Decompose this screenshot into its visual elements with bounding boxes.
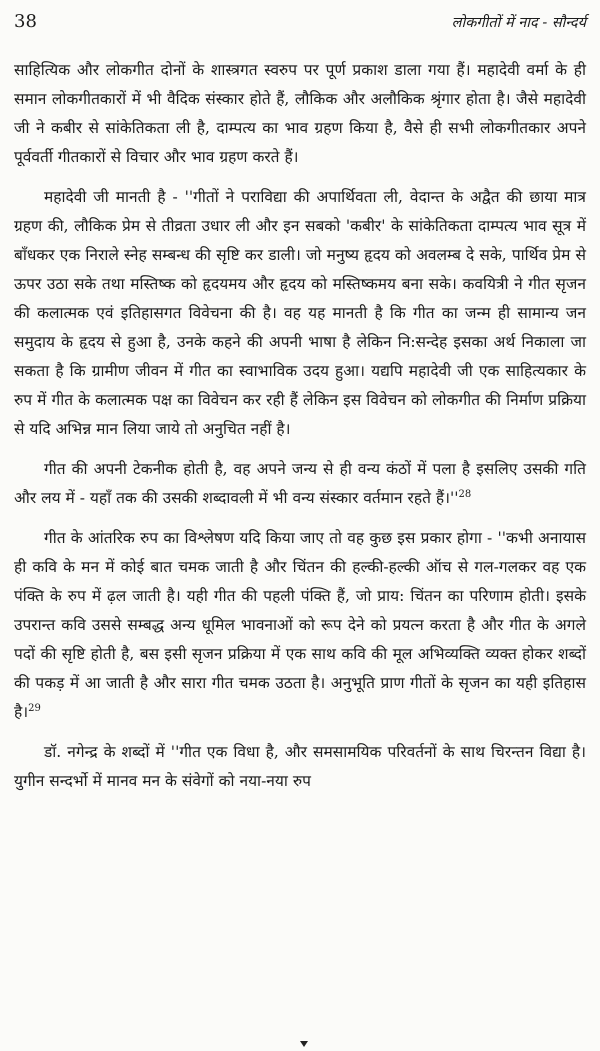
paragraph-2	[14, 183, 586, 444]
paragraph-5-text: डॉ. नगेन्द्र के शब्दों में ''गीत एक विधा है, और समसामयिक परिवर्तनों के साथ चिरन्तन विद्या है। युगीन सन्दर्भो में मानव मन के संवेगों को नया-नया रुप	[14, 743, 586, 790]
running-title: लोकगीतों में नाद - सौन्दर्य	[451, 15, 586, 31]
page-number: 38	[14, 11, 37, 32]
footnote-marker-29: 29	[28, 702, 41, 714]
paragraph-4-text: गीत के आंतरिक रुप का विश्लेषण यदि किया जाए तो वह कुछ इस प्रकार होगा - ''कभी अनायास ही कवि के मन में कोई बात चमक जाती है और चिंतन की हल्की-हल्की ऑच से गल-गलकर वह एक पंक्ति के रुप में ढ़ल जाती है। यही गीत की पहली पंक्ति हैं, जो प्राय: चिंतन का परिणाम होती। इसके उपरान्त कवि उससे सम्बद्ध अन्य धूमिल भावनाओं को रूप देने को प्रयत्न करता है और गीत के अगले पदों की सृष्टि होती है, बस इसी सृजन प्रक्रिया में एक साथ कवि की मूल अभिव्यक्ति व्यक्त होकर शब्दों की पकड़ में आ जाती है और सारा गीत चमक उठता है। अनुभूति प्राण गीतों के सृजन का यही इतिहास है।	[14, 529, 586, 721]
paragraph-1	[14, 56, 586, 172]
paragraph-3-text: गीत की अपनी टेकनीक होती है, वह अपने जन्य से ही वन्य कंठों में पला है इसलिए उसकी गति और लय में - यहाँ तक की उसकी शब्दावली में भी वन्य संस्कार वर्तमान रहते हैं।''	[14, 460, 586, 507]
paragraph-4	[14, 524, 586, 727]
page-header	[14, 0, 586, 40]
page-body	[14, 56, 586, 807]
paragraph-2-text: महादेवी जी मानती है - ''गीतों ने पराविद्या की अपार्थिवता ली, वेदान्त के अद्वैत की छाया मात्र ग्रहण की, लौकिक प्रेम से तीव्रता उधार ली और इन सबको 'कबीर' के सांकेतिकता दाम्पत्य भाव सूत्र में बाँधकर एक निराले स्नेह सम्बन्ध की सृष्टि कर डाली। जो मनुष्य हृदय को अवलम्ब दे सके, पार्थिव प्रेम से ऊपर उठा सके तथा मस्तिष्क को हृदयमय और हृदय को मस्तिष्कमय बना सके। कवयित्री ने गीत सृजन की कलात्मक एवं इतिहासगत विवेचना की है। वह यह मानती है कि गीत का जन्म ही सामान्य जन समुदाय के हृदय से हुआ है, उनके कहने की अपनी भाषा है लेकिन नि:सन्देह इसका अर्थ निकाला जा सकता है कि ग्रामीण जीवन में गीत का स्वाभाविक उदय हुआ। यद्यपि महादेवी जी एक साहित्यकार के रुप में गीत के कलात्मक पक्ष का विवेचन कर रही हैं लेकिन इस विवेचन को लोकगीत की निर्माण प्रक्रिया से यदि अभिन्न मान लिया जाये तो अनुचित नहीं है।	[14, 188, 586, 438]
paragraph-1-text: साहित्यिक और लोकगीत दोनों के शास्त्रगत स्वरुप पर पूर्ण प्रकाश डाला गया हैं। महादेवी वर्मा के ही समान लोकगीतकारों में भी वैदिक संस्कार होते हैं, लौकिक और अलौकिक श्रृंगार होता है। जैसे महादेवी जी ने कबीर से सांकेतिकता ली है, दाम्पत्य का भाव ग्रहण किया है, वैसे ही सभी लोकगीतकार अपने पूर्ववर्ती गीतकारों से विचार और भाव ग्रहण करते हैं।	[14, 61, 586, 166]
book-page	[14, 0, 586, 1051]
paragraph-3	[14, 455, 586, 513]
page-bottom-mark	[300, 1041, 308, 1047]
footnote-marker-28: 28	[458, 488, 472, 500]
paragraph-5	[14, 738, 586, 796]
